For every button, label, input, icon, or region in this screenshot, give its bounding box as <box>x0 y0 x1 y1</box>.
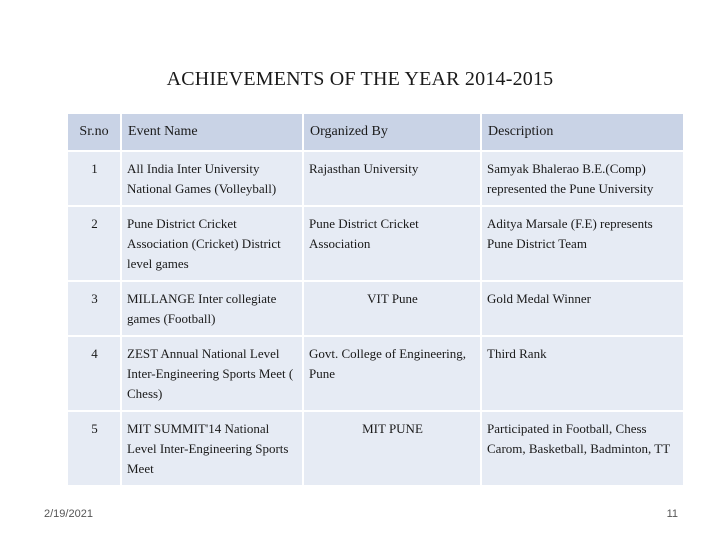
footer-date: 2/19/2021 <box>44 508 93 520</box>
cell-event-name: MILLANGE Inter collegiate games (Football) <box>122 282 302 335</box>
cell-sr-no: 1 <box>68 152 120 205</box>
cell-organized-by: MIT PUNE <box>304 412 480 485</box>
header-description: Description <box>482 114 683 150</box>
cell-organized-by: VIT Pune <box>304 282 480 335</box>
cell-description: Samyak Bhalerao B.E.(Comp) represented the Pune University <box>482 152 683 205</box>
cell-description: Participated in Football, Chess Carom, Basketball, Badminton, TT <box>482 412 683 485</box>
header-sr-no: Sr.no <box>68 114 120 150</box>
cell-event-name: Pune District Cricket Association (Cricket) District level games <box>122 207 302 280</box>
cell-event-name: MIT SUMMIT'14 National Level Inter-Engineering Sports Meet <box>122 412 302 485</box>
cell-event-name: All India Inter University National Games (Volleyball) <box>122 152 302 205</box>
cell-description: Aditya Marsale (F.E) represents Pune District Team <box>482 207 683 280</box>
header-event-name: Event Name <box>122 114 302 150</box>
table-row <box>68 152 683 205</box>
cell-description: Gold Medal Winner <box>482 282 683 335</box>
cell-event-name: ZEST Annual National Level Inter-Engineering Sports Meet ( Chess) <box>122 337 302 410</box>
cell-organized-by: Rajasthan University <box>304 152 480 205</box>
achievements-table <box>66 112 685 487</box>
cell-sr-no: 5 <box>68 412 120 485</box>
cell-organized-by: Govt. College of Engineering, Pune <box>304 337 480 410</box>
table-header-row <box>68 114 683 150</box>
cell-description: Third Rank <box>482 337 683 410</box>
table-row <box>68 282 683 335</box>
cell-sr-no: 2 <box>68 207 120 280</box>
cell-organized-by: Pune District Cricket Association <box>304 207 480 280</box>
table-row <box>68 337 683 410</box>
page-title: ACHIEVEMENTS OF THE YEAR 2014-2015 <box>166 68 554 90</box>
table-row <box>68 412 683 485</box>
table-row <box>68 207 683 280</box>
page-number: 11 <box>666 508 678 520</box>
cell-sr-no: 4 <box>68 337 120 410</box>
header-organized-by: Organized By <box>304 114 480 150</box>
cell-sr-no: 3 <box>68 282 120 335</box>
